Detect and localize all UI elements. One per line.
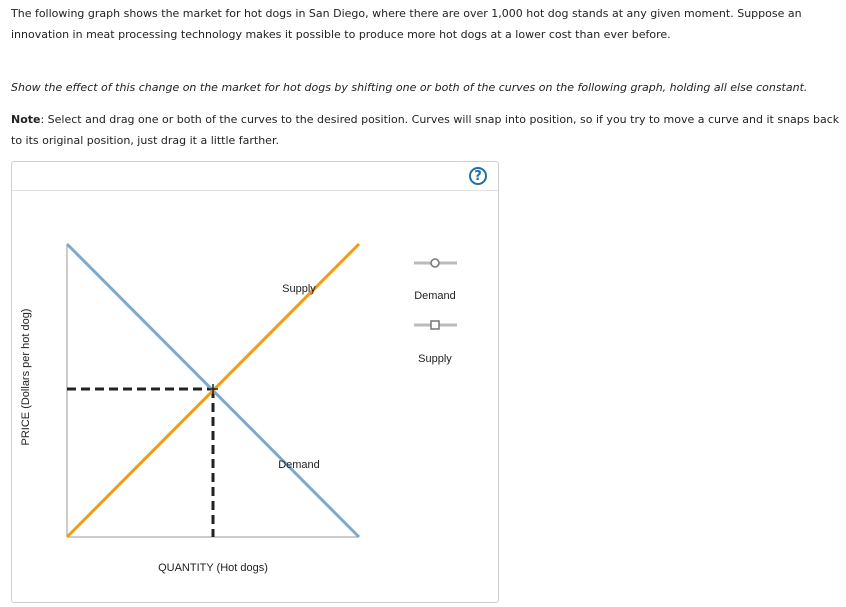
note-text bbox=[11, 109, 841, 151]
circle-marker-icon bbox=[431, 259, 439, 267]
help-icon[interactable]: ? bbox=[469, 167, 487, 185]
legend-supply-label: Supply bbox=[418, 353, 452, 365]
market-graph bbox=[12, 162, 498, 602]
x-axis-label: QUANTITY (Hot dogs) bbox=[158, 562, 268, 574]
legend-demand-label: Demand bbox=[414, 290, 456, 302]
intro-text: The following graph shows the market for hot dogs in San Diego, where there are over 1,000 hot dog stands at any given moment. Suppose an innovation in meat processing technology makes it possible to produce more hot dogs at a lower cost than ever before. bbox=[11, 7, 802, 41]
task-text: Show the effect of this change on the market for hot dogs by shifting one or both of the curves on the following graph, holding all else constant. bbox=[11, 81, 808, 94]
note-body: : Select and drag one or both of the curves to the desired position. Curves will snap into position, so if you try to move a curve and it snaps back to its original position, just drag it a little farther. bbox=[11, 113, 840, 147]
supply-curve-label: Supply bbox=[282, 283, 316, 295]
legend-supply-tool[interactable] bbox=[414, 321, 457, 365]
legend-demand-tool[interactable] bbox=[414, 259, 457, 302]
y-axis-label: PRICE (Dollars per hot dog) bbox=[20, 308, 32, 446]
demand-curve-label: Demand bbox=[278, 459, 320, 471]
note-label: Note bbox=[11, 113, 41, 126]
square-marker-icon bbox=[431, 321, 439, 329]
graph-panel bbox=[11, 161, 499, 603]
